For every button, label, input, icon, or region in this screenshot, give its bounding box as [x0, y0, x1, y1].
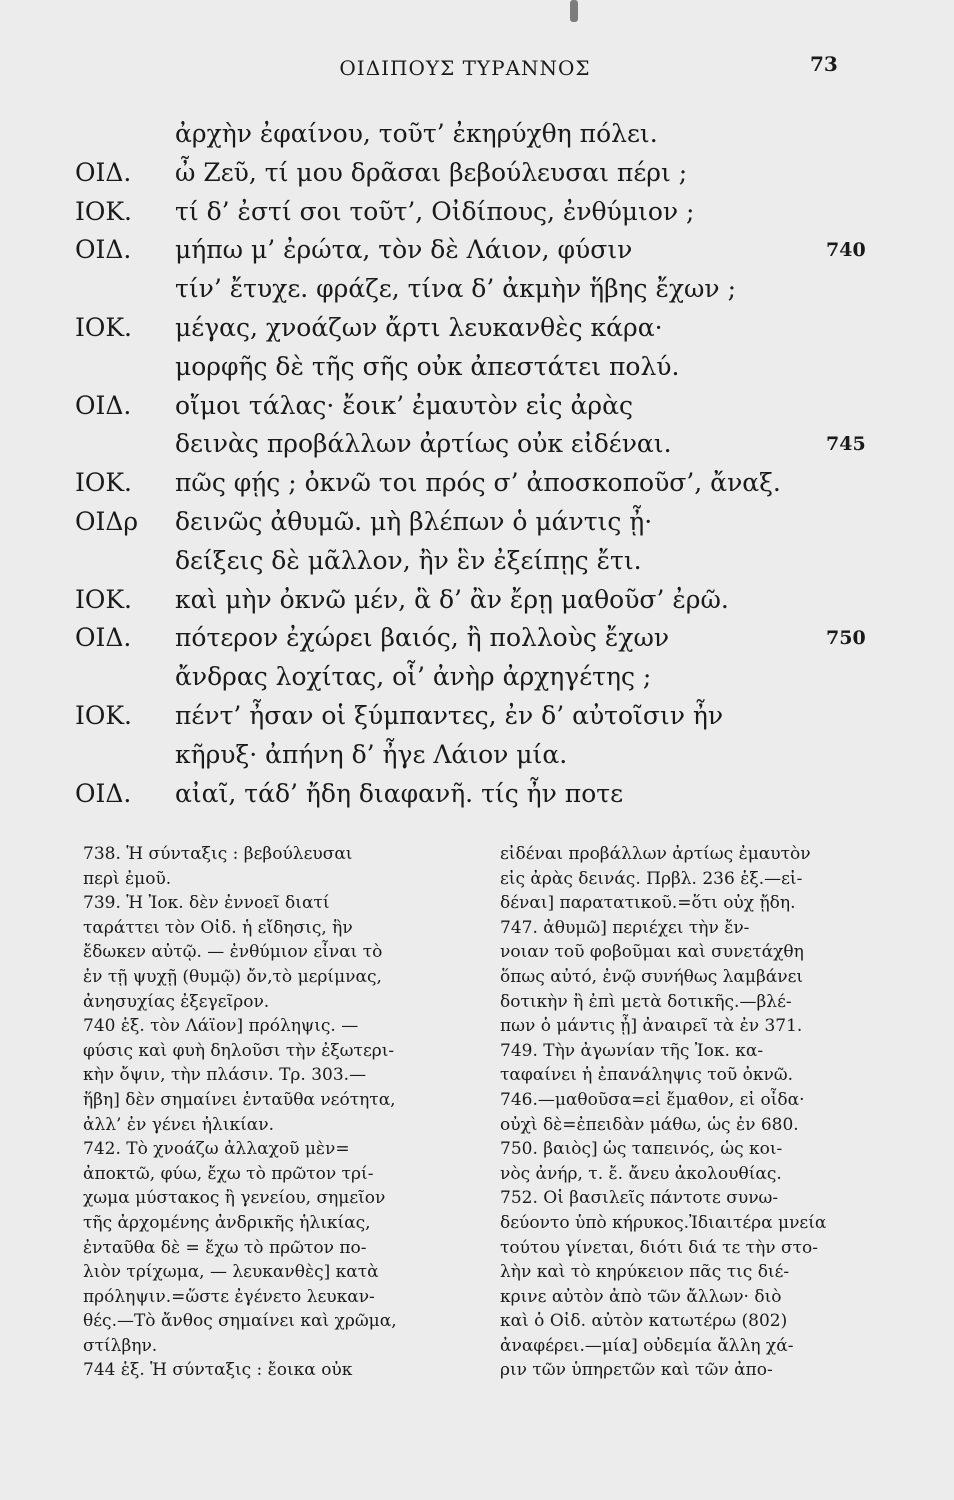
- verse-text-line: ὦ Ζεῦ, τί μου δρᾶσαι βεβούλευσαι πέρι ;: [175, 157, 688, 187]
- note-line: 738. Ἡ σύνταξις : βεβούλευσαι: [83, 844, 353, 864]
- verse-line: [0, 619, 954, 658]
- verse-line: [0, 775, 954, 814]
- note-line: χωμα μύστακος ἢ γενείου, σημεῖον: [83, 1188, 386, 1209]
- verse-line: [0, 193, 954, 232]
- verse-text-line: μέγας, χνοάζων ἄρτι λευκανθὲς κάρα·: [175, 312, 663, 342]
- verse-line: [0, 115, 954, 154]
- verse-line: [0, 736, 954, 775]
- speaker-label: ΙΟΚ.: [75, 312, 132, 342]
- note-line: φύσις καὶ φυὴ δηλοῦσι τὴν ἐξωτερι-: [83, 1040, 395, 1061]
- page-number: 73: [810, 52, 838, 76]
- note-line: 746.—μαθοῦσα=εἰ ἔμαθον, εἰ οἶδα·: [500, 1089, 805, 1110]
- note-line: 749. Τὴν ἀγωνίαν τῆς Ἰοκ. κα-: [500, 1040, 764, 1061]
- verse-text-line: τίν’ ἔτυχε. φράζε, τίνα δ’ ἀκμὴν ἥβης ἔχων ;: [175, 274, 736, 304]
- note-line: θές.—Τὸ ἄνθος σημαίνει καὶ χρῶμα,: [83, 1311, 397, 1332]
- note-line: 752. Οἱ βασιλεῖς πάντοτε συνω-: [500, 1188, 779, 1209]
- speaker-label: ΙΟΚ.: [75, 196, 132, 226]
- note-line: τῆς ἀρχομένης ἀνδρικῆς ἡλικίας,: [83, 1212, 371, 1233]
- verse-line: [0, 154, 954, 193]
- note-line: ἀνησυχίας ἐξεγεῖρον.: [83, 991, 270, 1012]
- note-line: ἐνταῦθα δὲ = ἔχω τὸ πρῶτον πο-: [83, 1237, 367, 1258]
- note-line: ἀλλ’ ἐν γένει ἡλικίαν.: [83, 1114, 275, 1135]
- commentary-right-column: [500, 842, 895, 1383]
- verse-text-line: τί δ’ ἐστί σοι τοῦτ’, Οἰδίπους, ἐνθύμιον ;: [175, 196, 695, 226]
- verse-text-line: δείξεις δὲ μᾶλλον, ἢν ἓν ἐξείπῃς ἔτι.: [175, 545, 642, 575]
- note-line: 750. βαιὸς] ὡς ταπεινός, ὡς κοι-: [500, 1139, 783, 1160]
- line-number: 745: [826, 433, 866, 456]
- note-line: δέναι] παρατατικοῦ.=ὅτι οὐχ ᾔδη.: [500, 893, 796, 914]
- verse-line: [0, 348, 954, 387]
- note-line: πων ὁ μάντις ᾖ] ἀναιρεῖ τὰ ἐν 371.: [500, 1016, 803, 1037]
- verse-text-line: καὶ μὴν ὀκνῶ μέν, ἃ δ’ ἂν ἔρῃ μαθοῦσ’ ἐρῶ.: [175, 584, 729, 614]
- ink-mark: [570, 0, 578, 22]
- note-line: στίλβην.: [83, 1335, 158, 1356]
- note-line: 747. ἀθυμῶ] περιέχει τὴν ἔν-: [500, 917, 750, 938]
- speaker-label: ΟΙΔ.: [75, 157, 132, 187]
- note-line: λιὸν τρίχωμα, — λευκανθὲς] κατὰ: [83, 1262, 379, 1283]
- speaker-label: ΙΟΚ.: [75, 468, 132, 498]
- note-line: τούτου γίνεται, διότι διά τε τὴν στο-: [500, 1237, 819, 1258]
- verse-text-line: οἴμοι τάλας· ἔοικ’ ἐμαυτὸν εἰς ἀρὰς: [175, 390, 633, 420]
- speaker-label: ΟΙΔ.: [75, 623, 132, 653]
- verse-line: [0, 464, 954, 503]
- verse-line: [0, 309, 954, 348]
- commentary-left-column: [83, 842, 478, 1383]
- speaker-label: ΟΙΔρ: [75, 506, 139, 536]
- verse-text-line: δεινῶς ἀθυμῶ. μὴ βλέπων ὁ μάντις ᾖ·: [175, 506, 653, 536]
- note-line: ἀποκτῶ, φύω, ἔχω τὸ πρῶτον τρί-: [83, 1163, 374, 1184]
- verse-line: [0, 542, 954, 581]
- note-line: περὶ ἐμοῦ.: [83, 868, 172, 889]
- verse-text-line: μήπω μ’ ἐρώτα, τὸν δὲ Λάιον, φύσιν: [175, 235, 633, 265]
- note-line: 739. Ἡ Ἰοκ. δὲν ἐννοεῖ διατί: [83, 893, 330, 914]
- verse-text-line: ἄνδρας λοχίτας, οἷ’ ἀνὴρ ἀρχηγέτης ;: [175, 662, 652, 692]
- note-line: καὶ ὁ Οἰδ. αὐτὸν κατωτέρω (802): [500, 1311, 788, 1332]
- speaker-label: ΙΟΚ.: [75, 700, 132, 730]
- running-title: ΟΙΔΙΠΟΥΣ ΤΥΡΑΝΝΟΣ: [339, 56, 591, 80]
- verse-line: [0, 270, 954, 309]
- speaker-label: ΟΙΔ.: [75, 390, 132, 420]
- note-line: νοιαν τοῦ φοβοῦμαι καὶ συνετάχθη: [500, 942, 804, 963]
- verse-line: [0, 231, 954, 270]
- note-line: εἰδέναι προβάλλων ἀρτίως ἐμαυτὸν: [500, 844, 811, 864]
- note-line: ἀναφέρει.—μία] οὐδεμία ἄλλη χά-: [500, 1335, 794, 1356]
- line-number: 750: [826, 627, 866, 650]
- note-line: 742. Τὸ χνοάζω ἀλλαχοῦ μὲν=: [83, 1139, 350, 1160]
- verse-line: [0, 658, 954, 697]
- note-line: ριν τῶν ὑπηρετῶν καὶ τῶν ἀπο-: [500, 1360, 773, 1381]
- note-line: ἔδωκεν αὐτῷ. — ἐνθύμιον εἶναι τὸ: [83, 942, 383, 963]
- note-line: οὐχὶ δὲ=ἐπειδὰν μάθω, ὡς ἐν 680.: [500, 1114, 799, 1135]
- verse-line: [0, 697, 954, 736]
- speaker-label: ΟΙΔ.: [75, 235, 132, 265]
- note-line: ὅπως αὐτό, ἐνῷ συνήθως λαμβάνει: [500, 966, 804, 987]
- note-line: νὸς ἀνήρ, τ. ἔ. ἄνευ ἀκολουθίας.: [500, 1163, 782, 1184]
- note-line: εἰς ἀρὰς δεινάς. Πρβλ. 236 ἑξ.—εἰ-: [500, 868, 803, 889]
- verse-text-line: μορφῆς δὲ τῆς σῆς οὐκ ἀπεστάτει πολύ.: [175, 351, 680, 381]
- note-line: λὴν καὶ τὸ κηρύκειον πᾶς τις διέ-: [500, 1262, 790, 1283]
- verse-line: [0, 387, 954, 426]
- verse-text-line: κῆρυξ· ἀπήνη δ’ ἦγε Λάιον μία.: [175, 739, 568, 769]
- note-line: ταφαίνει ἡ ἐπανάληψις τοῦ ὀκνῶ.: [500, 1065, 794, 1086]
- speaker-label: ΟΙΔ.: [75, 778, 132, 808]
- verse-text-line: πέντ’ ἦσαν οἱ ξύμπαντες, ἐν δ’ αὐτοῖσιν ἦν: [175, 700, 724, 730]
- verse-text-line: πότερον ἐχώρει βαιός, ἢ πολλοὺς ἔχων: [175, 623, 670, 653]
- note-line: πρόληψιν.=ὥστε ἐγένετο λευκαν-: [83, 1286, 375, 1307]
- verse-text: [0, 115, 954, 813]
- note-line: κρινε αὐτὸν ἀπὸ τῶν ἄλλων· διὸ: [500, 1286, 782, 1307]
- note-line: 740 ἑξ. τὸν Λάϊον] πρόληψις. —: [83, 1016, 359, 1037]
- verse-line: [0, 503, 954, 542]
- note-line: δεύοντο ὑπὸ κήρυκος.Ἰδιαιτέρα μνεία: [500, 1212, 827, 1233]
- note-line: δοτικὴν ἢ ἐπὶ μετὰ δοτικῆς.—βλέ-: [500, 991, 792, 1012]
- speaker-label: ΙΟΚ.: [75, 584, 132, 614]
- verse-line: [0, 425, 954, 464]
- verse-line: [0, 581, 954, 620]
- note-line: ταράττει τὸν Οἰδ. ἡ εἴδησις, ἣν: [83, 917, 353, 938]
- verse-text-line: ἀρχὴν ἐφαίνου, τοῦτ’ ἐκηρύχθη πόλει.: [175, 119, 658, 148]
- note-line: κὴν ὄψιν, τὴν πλάσιν. Τρ. 303.—: [83, 1065, 367, 1086]
- note-line: ἐν τῇ ψυχῇ (θυμῷ) ὄν,τὸ μερίμνας,: [83, 966, 382, 987]
- verse-text-line: δεινὰς προβάλλων ἀρτίως οὐκ εἰδέναι.: [175, 429, 672, 459]
- note-line: ἥβη] δὲν σημαίνει ἐνταῦθα νεότητα,: [83, 1089, 396, 1110]
- verse-text-line: πῶς φῄς ; ὀκνῶ τοι πρός σ’ ἀποσκοποῦσ’, ἄναξ.: [175, 468, 781, 498]
- note-line: 744 ἑξ. Ἡ σύνταξις : ἔοικα οὐκ: [83, 1360, 353, 1381]
- verse-text-line: αἰαῖ, τάδ’ ἤδη διαφανῆ. τίς ἦν ποτε: [175, 778, 624, 808]
- line-number: 740: [826, 239, 866, 262]
